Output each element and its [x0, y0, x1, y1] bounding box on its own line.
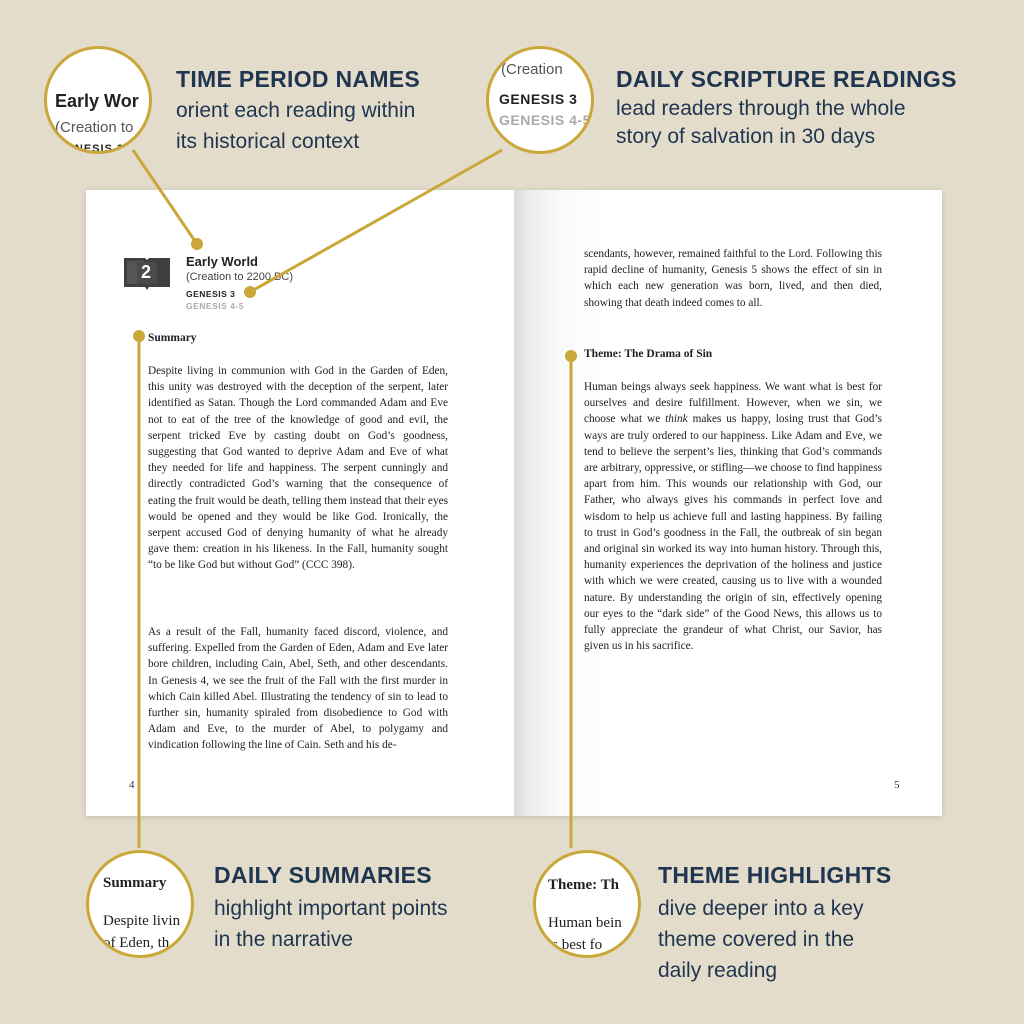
zoom-genesis-3: GENESIS 3: [499, 91, 578, 107]
zoom-range: (Creation: [501, 61, 563, 78]
scripture-reading-1: GENESIS 3: [186, 289, 236, 299]
left-page: [86, 190, 514, 816]
summaries-title: DAILY SUMMARIES: [214, 862, 432, 888]
continued-paragraph: scendants, however, remained faithful to the Lord. Following this rapid decline of humanity, Genesis 5 shows the effect of sin in which each new generation was born, lived, and then died, showing that death indeed comes to all.: [584, 248, 882, 309]
time-period-title: TIME PERIOD NAMES: [176, 66, 421, 92]
summary-paragraph-1: Despite living in communion with God in the Garden of Eden, this unity was destroyed with the deception of the serpent, later identified as Satan. Though the Lord commanded Adam and Eve not to eat of the tree of the knowledge of good and evil, the serpent tricked Eve by casting doubt on God’s goodness, suggesting that God wanted to deprive Adam and Eve of what they needed for life and happiness. The serpent cunningly and directly contradicted God’s warning that the consequence of eating the fruit would be death, telling them instead that their eyes would be opened and they would be like God. Ironically, the serpent accused God of denying humanity of what he already gave them: creation in his likeness. In the Fall, humanity sought “to be like God but without God” (CCC 398).: [148, 365, 448, 572]
zoom-summary-line-2: of Eden, th: [103, 935, 170, 951]
theme-text-b: makes us happy, losing trust that God’s ways are truly ordered to our happiness. Like Adam and Eve, we tend to believe the serpent’s lies, thinking that God’s commands are arbitrary, oppressive, or stifling—we choose to find happiness apart from him. This wounds our relationship with God, our Father, who always gives his commands in perfect love and wisdom to help us achieve full and lasting happiness. By failing to trust in God’s goodness in the Fall, the outbreak of sin began and original sin worked its way into human history. Through this, humanity experiences the deprivation of the holiness and justice with which we were created, causing us to live with a wounded nature. By understanding the origin of sin, effectively opening our eyes to the “dark side” of the Good News, this allows us to fully appreciate the grandeur of what Christ, our Savior, has given us in his sacrifice.: [584, 413, 882, 653]
zoom-summary-heading: Summary: [103, 875, 167, 891]
zoom-theme-line-1: Human bein: [548, 915, 622, 931]
zoom-circle-theme: [533, 850, 641, 958]
era-range: (Creation to 2200 BC): [186, 271, 293, 283]
page-number-left: 4: [129, 779, 135, 791]
zoom-summary-line-1: Despite livin: [103, 913, 181, 929]
summaries-desc-2: in the narrative: [214, 928, 353, 951]
scripture-reading-2: GENESIS 4-5: [186, 301, 244, 311]
time-period-desc-1: orient each reading within: [176, 99, 416, 122]
era-title: Early World: [186, 254, 259, 269]
theme-text-a: Human beings always seek happiness. We want what is best for ourselves and desire fulfillment. However, when we sin, we choose what we: [584, 381, 882, 426]
scripture-desc-2: story of salvation in 30 days: [616, 125, 876, 148]
day-number: 2: [141, 262, 152, 282]
zoom-genesis: GENESIS 3: [57, 143, 125, 154]
zoom-circle-time-period: [44, 46, 152, 154]
summary-paragraph-2: As a result of the Fall, humanity faced discord, violence, and suffering. Expelled from the Garden of Eden, Adam and Eve later bore children, including Cain, Abel, Seth, and other descendants. In Genesis 4, we see the fruit of the Fall with the first murder in which Cain killed Abel. Illustrating the tendency of sin to lead to further sin, humanity spiraled from disobedience to God with Adam and Eve, to the murder of Abel, to polygamy and vindication following the line of Cain. Seth and his de-: [148, 626, 448, 752]
zoom-circle-summary: [86, 850, 194, 958]
book-spread: [86, 190, 942, 816]
zoom-era-range: (Creation to: [55, 119, 134, 136]
theme-text-emphasis: think: [665, 413, 688, 426]
summaries-desc-1: highlight important points: [214, 897, 448, 920]
themes-desc-1: dive deeper into a key: [658, 897, 864, 920]
right-page: [514, 190, 942, 816]
theme-heading: Theme: The Drama of Sin: [584, 348, 713, 360]
scripture-desc-1: lead readers through the whole: [616, 97, 906, 120]
summary-heading: Summary: [148, 332, 197, 344]
time-period-desc-2: its historical context: [176, 130, 360, 153]
scripture-title: DAILY SCRIPTURE READINGS: [616, 66, 957, 92]
theme-paragraph: [584, 379, 882, 654]
zoom-circle-scripture: [486, 46, 594, 154]
themes-title: THEME HIGHLIGHTS: [658, 862, 892, 888]
zoom-theme-heading: Theme: Th: [548, 877, 619, 893]
page-number-right: 5: [894, 779, 900, 791]
zoom-genesis-4-5: GENESIS 4-5: [499, 112, 591, 128]
themes-desc-3: daily reading: [658, 959, 778, 982]
zoom-theme-line-2: is best fo: [548, 937, 603, 953]
zoom-era-title: Early Wor: [55, 91, 139, 111]
themes-desc-2: theme covered in the: [658, 928, 855, 951]
